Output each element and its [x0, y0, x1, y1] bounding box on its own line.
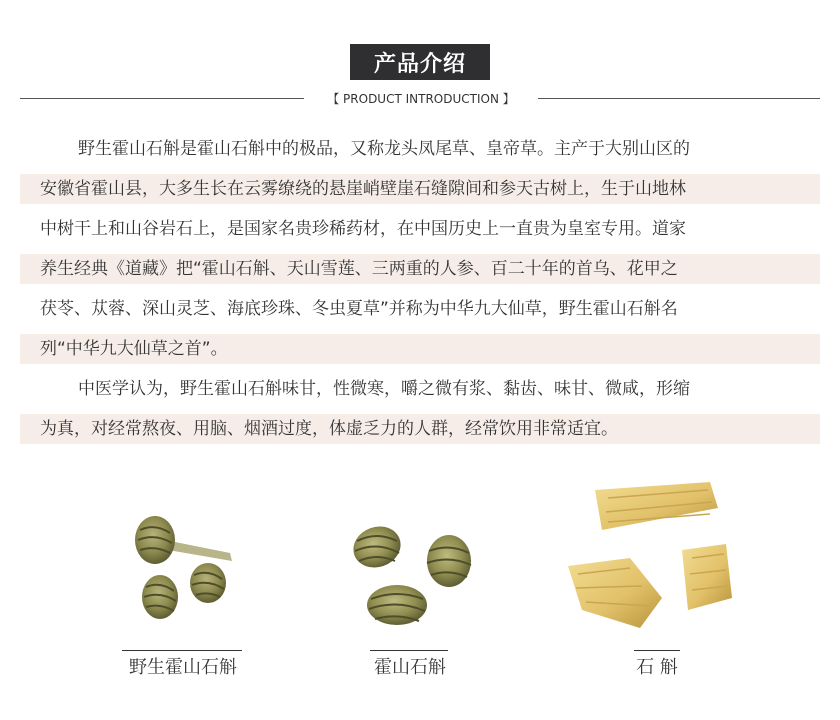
intro-line: 列“中华九大仙草之首”。: [20, 334, 820, 364]
product-image-huoshan-dendrobium: [345, 515, 485, 635]
product-label: 霍山石斛: [374, 657, 446, 678]
page-subtitle: 【 PRODUCT INTRODUCTION 】: [327, 92, 515, 106]
page-title: 产品介绍: [373, 51, 466, 77]
intro-line: 茯苓、苁蓉、深山灵芝、海底珍珠、冬虫夏草”并称为中华九大仙草，野生霍山石斛名: [40, 299, 678, 319]
divider-left: [20, 98, 304, 99]
product-label: 石 斛: [636, 657, 678, 678]
product-rule: [634, 650, 680, 651]
intro-line: 野生霍山石斛是霍山石斛中的极品，又称龙头凤尾草、皇帝草。主产于大别山区的: [78, 139, 690, 159]
product-image-wild-huoshan-dendrobium: [120, 505, 250, 630]
intro-line: 养生经典《道藏》把“霍山石斛、天山雪莲、三两重的人参、百二十年的首乌、花甲之: [20, 254, 820, 284]
title-badge: [350, 44, 490, 80]
product-rule: [370, 650, 448, 651]
intro-line: 安徽省霍山县，大多生长在云雾缭绕的悬崖峭壁崖石缝隙间和参天古树上，生于山地林: [20, 174, 820, 204]
divider-right: [538, 98, 820, 99]
intro-line: 中树干上和山谷岩石上，是国家名贵珍稀药材，在中国历史上一直贵为皇室专用。道家: [40, 219, 686, 239]
product-rule: [122, 650, 242, 651]
product-label: 野生霍山石斛: [129, 657, 237, 678]
intro-line: 中医学认为，野生霍山石斛味甘，性微寒，嚼之微有浆、黏齿、味甘、微咸，形缩: [78, 379, 690, 399]
intro-line: 为真，对经常熬夜、用脑、烟酒过度，体虚乏力的人群，经常饮用非常适宜。: [20, 414, 820, 444]
product-image-dendrobium: [560, 478, 740, 638]
